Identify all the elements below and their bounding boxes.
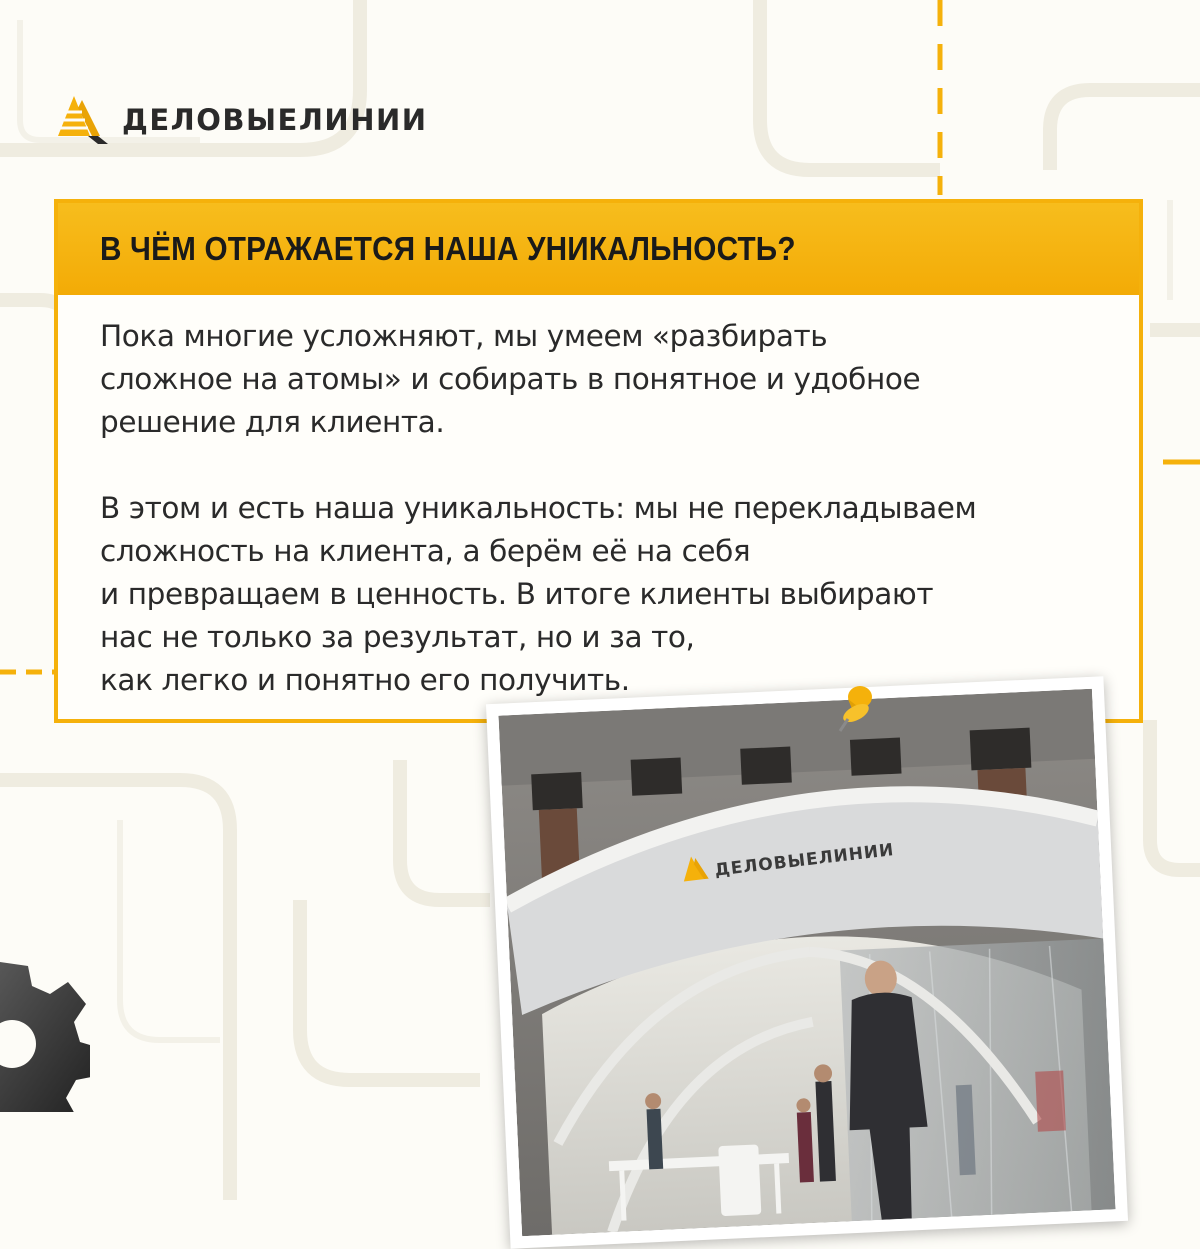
info-card (54, 199, 1143, 723)
brand-name: ДЕЛОВЫЕЛИНИИ (122, 103, 428, 137)
paragraph-uniqueness (100, 487, 1119, 702)
text-line: В этом и есть наша уникальность: мы не перекладываем (100, 491, 977, 525)
text-line: нас не только за результат, но и за то, (100, 620, 695, 654)
gear-icon (0, 952, 90, 1112)
text-line: как легко и понятно его получить. (100, 663, 630, 697)
tent-brand-text: ДеловыеЛинии (713, 840, 896, 881)
event-photo (498, 689, 1115, 1236)
event-photo-frame (486, 676, 1128, 1248)
mountain-logo-icon (52, 94, 114, 146)
text-line: сложное на атомы» и собирать в понятное и удобное (100, 362, 921, 396)
text-line: сложность на клиента, а берём её на себя (100, 534, 751, 568)
text-line: решение для клиента. (100, 405, 445, 439)
paragraph-intro (100, 315, 1119, 444)
text-line: Пока многие усложняют, мы умеем «разбирать (100, 319, 828, 353)
card-title: В ЧЁМ ОТРАЖАЕТСЯ НАША УНИКАЛЬНОСТЬ? (100, 230, 796, 267)
card-header (58, 203, 1139, 295)
card-body (58, 295, 1139, 702)
brand-logo (52, 92, 428, 148)
pushpin-icon (834, 683, 880, 735)
text-line: и превращаем в ценность. В итоге клиенты выбирают (100, 577, 934, 611)
